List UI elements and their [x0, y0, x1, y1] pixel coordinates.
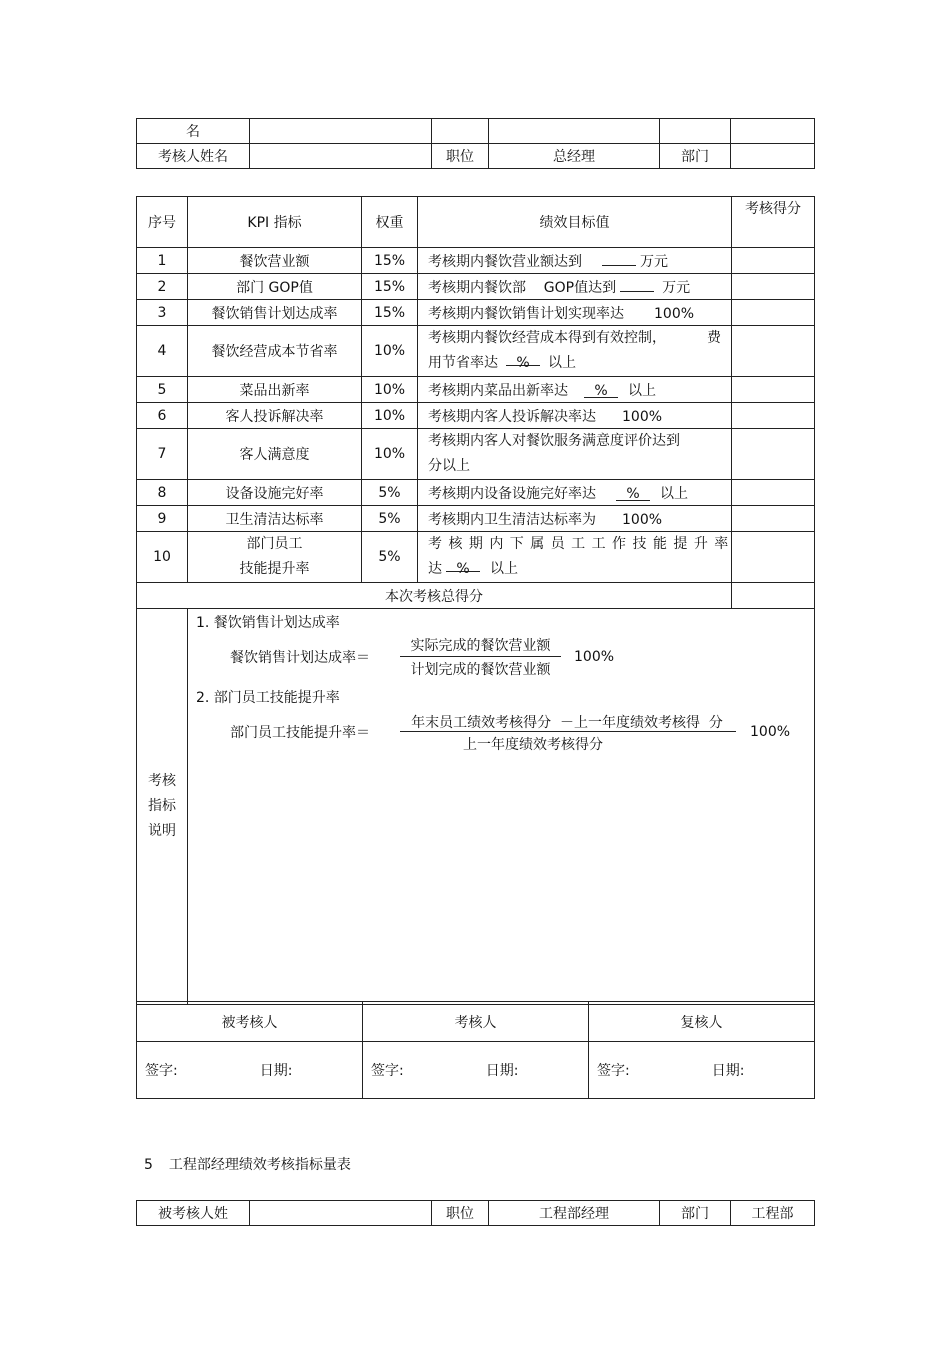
- table-row: [137, 300, 815, 326]
- position-label: 职位: [432, 1201, 489, 1226]
- row-no: 1: [137, 248, 188, 274]
- sign-cell[interactable]: [363, 1042, 589, 1099]
- target-text: 考核期内设备设施完好率达: [428, 485, 596, 502]
- table-row: [137, 506, 815, 532]
- row-kpi: 餐饮经营成本节省率: [188, 326, 362, 377]
- row-score: [732, 274, 815, 300]
- row-target: [418, 532, 732, 583]
- sign-label: 签字:: [597, 1063, 630, 1079]
- row-score: [732, 480, 815, 506]
- date-label: 日期:: [259, 1063, 293, 1079]
- row-target: [418, 403, 732, 429]
- row-target: [418, 326, 732, 377]
- kpi-line1: 部门员工: [246, 536, 303, 552]
- total-row: [137, 583, 815, 609]
- sign-role-evaluee: 被考核人: [137, 1002, 363, 1042]
- target-unit: 万元: [640, 253, 668, 270]
- row-target: [418, 377, 732, 403]
- header-seq: 序号: [137, 197, 188, 248]
- table-row: [137, 532, 815, 583]
- row-score: [732, 300, 815, 326]
- notes-label: [137, 609, 188, 1005]
- row-no: 7: [137, 429, 188, 480]
- section-title: 工程部经理绩效考核指标量表: [168, 1157, 351, 1173]
- target-blank: [620, 277, 654, 292]
- department-value: [731, 144, 815, 169]
- row-target: [418, 274, 732, 300]
- target-blank: %: [446, 557, 480, 572]
- department-label: 部门: [660, 1201, 731, 1226]
- target-blank: [602, 251, 636, 266]
- row-weight: 10%: [362, 403, 418, 429]
- row-weight: 10%: [362, 429, 418, 480]
- target-unit: 以上: [628, 382, 656, 399]
- row-weight: 5%: [362, 506, 418, 532]
- row-kpi: 设备设施完好率: [188, 480, 362, 506]
- notes-label-line3: 说明: [148, 823, 176, 839]
- row-score: [732, 248, 815, 274]
- sign-label: 签字:: [145, 1063, 178, 1079]
- row-score: [732, 377, 815, 403]
- row-kpi: 菜品出新率: [188, 377, 362, 403]
- row-score: [732, 326, 815, 377]
- note1-fraction-bar: [400, 656, 561, 657]
- note1-numerator: 实际完成的餐饮营业额: [410, 638, 551, 654]
- target-text: 考核期内客人投诉解决率达: [428, 408, 596, 425]
- section-heading: [144, 1154, 351, 1174]
- target-unit: 100%: [622, 408, 663, 425]
- row-kpi: 餐饮销售计划达成率: [188, 300, 362, 326]
- target-unit: 100%: [654, 305, 695, 322]
- sign-role-evaluator: 考核人: [363, 1002, 589, 1042]
- table-row: [137, 403, 815, 429]
- row-score: [732, 403, 815, 429]
- row-target: [418, 506, 732, 532]
- row-no: 10: [137, 532, 188, 583]
- target-unit: 万元: [662, 279, 691, 296]
- row-no: 6: [137, 403, 188, 429]
- row-no: 5: [137, 377, 188, 403]
- position-value: 总经理: [489, 144, 660, 169]
- row-score: [732, 506, 815, 532]
- notes-label-line1: 考核: [148, 773, 176, 789]
- row-no: 9: [137, 506, 188, 532]
- kpi-table: [136, 196, 815, 1005]
- row-kpi: 卫生清洁达标率: [188, 506, 362, 532]
- target-text: 考核期内菜品出新率达: [428, 382, 568, 399]
- row-kpi: 客人满意度: [188, 429, 362, 480]
- note2-lhs: 部门员工技能提升率＝: [230, 725, 370, 741]
- evaluee-header-table: [136, 118, 815, 169]
- total-score-label: 本次考核总得分: [137, 583, 732, 609]
- empty-cell: [731, 119, 815, 144]
- row-kpi: 部门 GOP值: [188, 274, 362, 300]
- header-kpi: KPI 指标: [188, 197, 362, 248]
- notes-label-line2: 指标: [148, 798, 176, 814]
- row-weight: 5%: [362, 480, 418, 506]
- row-target: [418, 429, 732, 480]
- row-target: [418, 300, 732, 326]
- note1-multiplier: 100%: [574, 649, 615, 665]
- evaluee-name-label: 被考核人姓: [137, 1201, 250, 1226]
- total-score-value: [732, 583, 815, 609]
- row-no: 4: [137, 326, 188, 377]
- target-text: 达: [428, 561, 442, 577]
- note2-multiplier: 100%: [750, 724, 791, 740]
- target-text-line1: 考核期内餐饮经营成本得到有效控制，: [428, 330, 666, 346]
- row-no: 3: [137, 300, 188, 326]
- empty-cell: [432, 119, 489, 144]
- header-score: 考核得分: [732, 197, 815, 248]
- target-text: 考核期内卫生清洁达标率为: [428, 511, 596, 528]
- sign-label: 签字:: [371, 1063, 404, 1079]
- target-text-line1: 考核期内客人对餐饮服务满意度评价达到: [428, 433, 680, 449]
- header-target: 绩效目标值: [418, 197, 732, 248]
- target-unit: 100%: [622, 511, 663, 528]
- target-text: 考核期内餐饮销售计划实现率达: [428, 305, 624, 322]
- table-row: [137, 248, 815, 274]
- target-text: 考核期内餐饮部 GOP值达到: [428, 279, 617, 296]
- row-weight: 5%: [362, 532, 418, 583]
- row-weight: 10%: [362, 326, 418, 377]
- date-label: 日期:: [711, 1063, 745, 1079]
- sign-role-reviewer: 复核人: [589, 1002, 815, 1042]
- table-row: [137, 377, 815, 403]
- header-weight: 权重: [362, 197, 418, 248]
- target-text: 考核期内餐饮营业额达到: [428, 253, 582, 270]
- row-no: 8: [137, 480, 188, 506]
- date-label: 日期:: [485, 1063, 519, 1079]
- table-row: [137, 480, 815, 506]
- row-kpi: 客人投诉解决率: [188, 403, 362, 429]
- target-unit: 以上: [660, 485, 688, 502]
- row-no: 2: [137, 274, 188, 300]
- signature-table: [136, 1001, 815, 1099]
- target-text: 分以上: [428, 458, 470, 474]
- section-number: 5: [144, 1157, 153, 1173]
- row-weight: 15%: [362, 248, 418, 274]
- evaluee-name-value: [250, 1201, 432, 1226]
- target-unit: 以上: [548, 355, 576, 371]
- row-score: [732, 532, 815, 583]
- sign-cell[interactable]: [589, 1042, 815, 1099]
- evaluee-name-label: 考核人姓名: [137, 144, 250, 169]
- department-label: 部门: [660, 144, 731, 169]
- target-text-line1: 考 核 期 内 下 属 员 工 工 作 技 能 提 升 率: [428, 536, 730, 552]
- row-weight: 15%: [362, 300, 418, 326]
- name-label-top: 名: [137, 119, 250, 144]
- target-unit: 以上: [490, 561, 518, 577]
- empty-cell: [660, 119, 731, 144]
- note1-title: 1. 餐饮销售计划达成率: [196, 615, 340, 631]
- kpi-line2: 技能提升率: [239, 561, 310, 577]
- position-label: 职位: [432, 144, 489, 169]
- evaluee-name-value: [250, 144, 432, 169]
- table-row: [137, 429, 815, 480]
- note2-fraction-bar: [400, 731, 736, 732]
- department-value: 工程部: [731, 1201, 815, 1226]
- position-value: 工程部经理: [489, 1201, 660, 1226]
- target-text: 用节省率达: [428, 355, 498, 371]
- note2-denominator: 上一年度绩效考核得分: [463, 737, 603, 753]
- target-blank: %: [584, 383, 618, 398]
- row-score: [732, 429, 815, 480]
- name-value-top: [250, 119, 432, 144]
- row-weight: 10%: [362, 377, 418, 403]
- note2-title: 2. 部门员工技能提升率: [196, 690, 340, 706]
- section5-header-table: [136, 1200, 815, 1226]
- row-kpi: 餐饮营业额: [188, 248, 362, 274]
- row-target: [418, 248, 732, 274]
- target-blank: %: [616, 486, 650, 501]
- sign-cell[interactable]: [137, 1042, 363, 1099]
- notes-content: [188, 609, 815, 1005]
- note1-denominator: 计划完成的餐饮营业额: [410, 662, 551, 678]
- empty-cell: [489, 119, 660, 144]
- table-row: [137, 326, 815, 377]
- note1-lhs: 餐饮销售计划达成率＝: [230, 650, 370, 666]
- target-text-line1-end: 费: [707, 330, 721, 346]
- notes-row: [137, 609, 815, 1005]
- target-blank: %: [506, 351, 540, 366]
- note2-numerator: 年末员工绩效考核得分 －上一年度绩效考核得 分: [411, 715, 723, 731]
- row-target: [418, 480, 732, 506]
- row-kpi: [188, 532, 362, 583]
- row-weight: 15%: [362, 274, 418, 300]
- table-row: [137, 274, 815, 300]
